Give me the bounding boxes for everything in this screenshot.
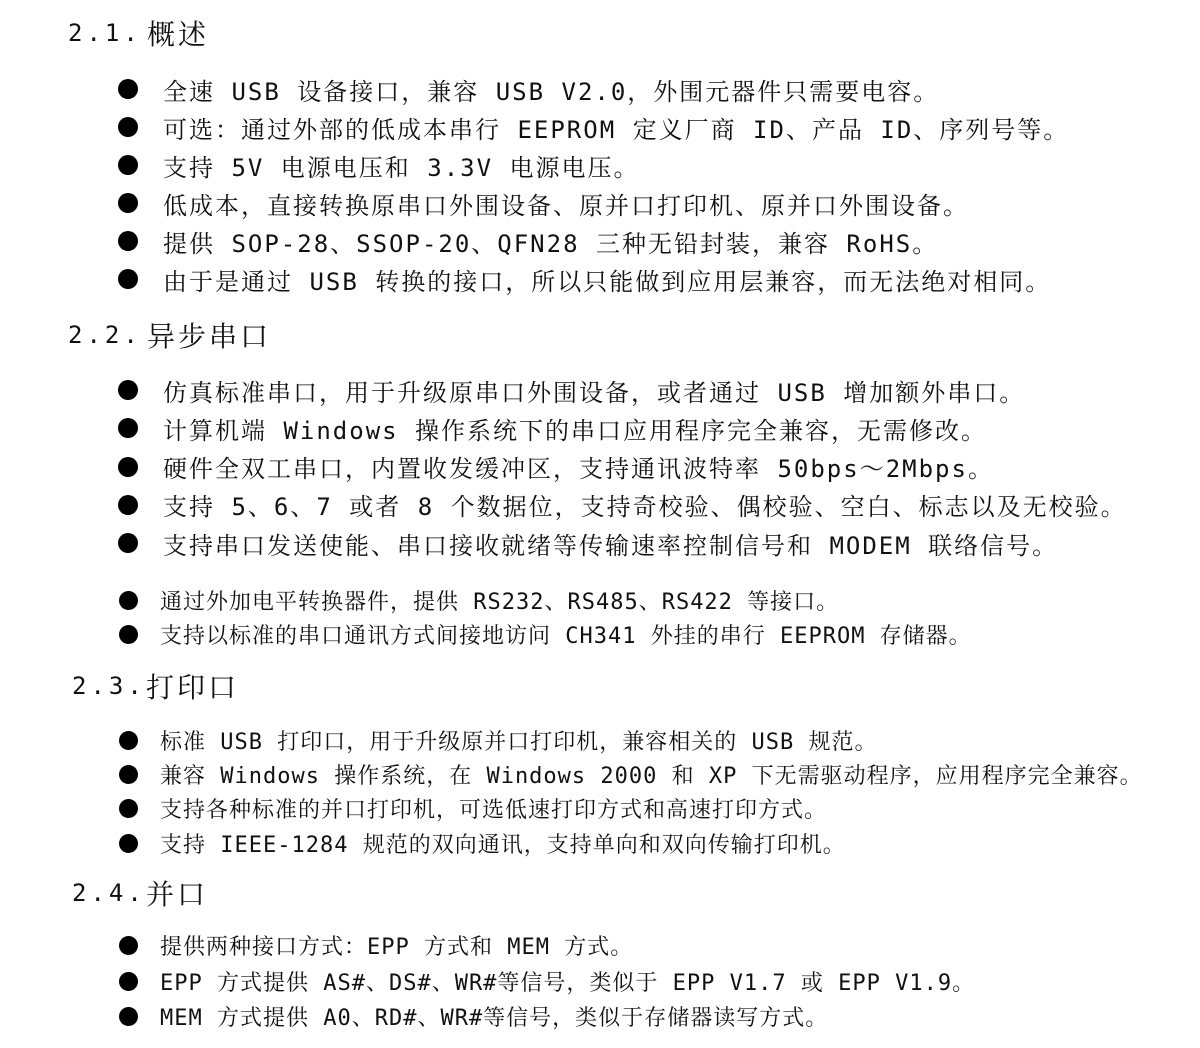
bullet-icon [119,1007,138,1026]
bullet-icon [119,731,138,750]
bullet-icon [118,457,138,477]
list-item [0,928,1200,964]
list-item [0,409,1200,447]
bullet-icon [119,765,138,784]
bullet-icon [118,79,138,99]
bullet-icon [119,834,138,853]
list-item-text: 仿真标准串口，用于升级原串口外围设备，或者通过 USB 增加额外串口。 [163,378,1026,407]
list-item-text: 支持以标准的串口通讯方式间接地访问 CH341 外挂的串行 EEPROM 存储器。 [160,623,972,649]
list-item-text: 支持 IEEE-1284 规范的双向通讯，支持单向和双向传输打印机。 [160,832,846,858]
bullet-icon [118,533,138,553]
section-number: 2.2. [68,321,142,349]
parallel-port-list [0,928,1200,1035]
list-item-text: 支持 5、6、7 或者 8 个数据位，支持奇校验、偶校验、空白、标志以及无校验。 [163,493,1127,522]
section-print-port [0,664,1200,708]
bullet-icon [119,799,138,818]
section-title: 异步串口 [147,320,272,353]
list-item-text: MEM 方式提供 A0、RD#、WR#等信号，类似于存储器读写方式。 [160,1006,829,1032]
section-title: 概述 [147,18,210,51]
bullet-icon [118,418,138,438]
bullet-icon [119,972,138,991]
bullet-icon [118,380,138,400]
list-item-text: 由于是通过 USB 转换的接口，所以只能做到应用层兼容，而无法绝对相同。 [163,267,1052,296]
bullet-icon [118,155,138,175]
print-port-list [0,723,1200,860]
list-item-text: EPP 方式提供 AS#、DS#、WR#等信号，类似于 EPP V1.7 或 EPP V1.9。 [160,970,976,996]
section-title: 打印口 [146,671,240,704]
list-item-text: 可选：通过外部的低成本串行 EEPROM 定义厂商 ID、产品 ID、序列号等。 [163,115,1070,144]
bullet-icon [118,269,138,289]
bullet-icon [119,936,138,955]
list-item-text: 支持各种标准的并口打印机，可选低速打印方式和高速打印方式。 [160,798,828,824]
section-heading [0,664,1200,708]
list-item-text: 兼容 Windows 操作系统，在 Windows 2000 和 XP 下无需驱动程序，应用程序完全兼容。 [160,763,1143,789]
overview-list [0,70,1200,298]
list-item [0,617,1200,651]
list-item [0,999,1200,1035]
section-overview [0,11,1200,55]
bullet-icon [118,231,138,251]
list-item-text: 支持串口发送使能、串口接收就绪等传输速率控制信号和 MODEM 联络信号。 [163,531,1059,560]
list-item [0,486,1200,524]
section-number: 2.4. [72,879,146,907]
list-item [0,723,1200,757]
list-item [0,371,1200,409]
list-item [0,792,1200,826]
section-heading [0,11,1200,55]
list-item [0,184,1200,222]
section-number: 2.3. [72,672,146,700]
list-item [0,524,1200,562]
list-item [0,583,1200,617]
bullet-icon [119,625,138,644]
list-item [0,826,1200,860]
list-item [0,757,1200,791]
list-item [0,260,1200,298]
bullet-icon [118,495,138,515]
list-item-text: 标准 USB 打印口，用于升级原并口打印机，兼容相关的 USB 规范。 [160,729,878,755]
list-item [0,108,1200,146]
section-heading [0,871,1200,915]
list-item-text: 硬件全双工串口，内置收发缓冲区，支持通讯波特率 50bps～2Mbps。 [163,455,994,484]
list-item [0,964,1200,1000]
bullet-icon [118,193,138,213]
bullet-icon [119,591,138,610]
list-item-text: 低成本，直接转换原串口外围设备、原并口打印机、原并口外围设备。 [163,191,969,220]
section-title: 并口 [146,878,209,911]
async-serial-list [0,371,1200,562]
list-item-text: 支持 5V 电源电压和 3.3V 电源电压。 [163,153,640,182]
list-item [0,146,1200,184]
list-item [0,448,1200,486]
list-item-text: 提供 SOP-28、SSOP-20、QFN28 三种无铅封装，兼容 RoHS。 [163,229,939,258]
list-item [0,222,1200,260]
section-async-serial [0,313,1200,357]
section-parallel-port [0,871,1200,915]
list-item-text: 提供两种接口方式：EPP 方式和 MEM 方式。 [160,935,634,961]
list-item-text: 全速 USB 设备接口，兼容 USB V2.0，外围元器件只需要电容。 [163,77,940,106]
section-number: 2.1. [68,19,142,47]
list-item-text: 通过外加电平转换器件，提供 RS232、RS485、RS422 等接口。 [160,589,840,615]
bullet-icon [118,117,138,137]
list-item [0,70,1200,108]
async-serial-list-extra [0,583,1200,651]
section-heading [0,313,1200,357]
list-item-text: 计算机端 Windows 操作系统下的串口应用程序完全兼容，无需修改。 [163,416,988,445]
